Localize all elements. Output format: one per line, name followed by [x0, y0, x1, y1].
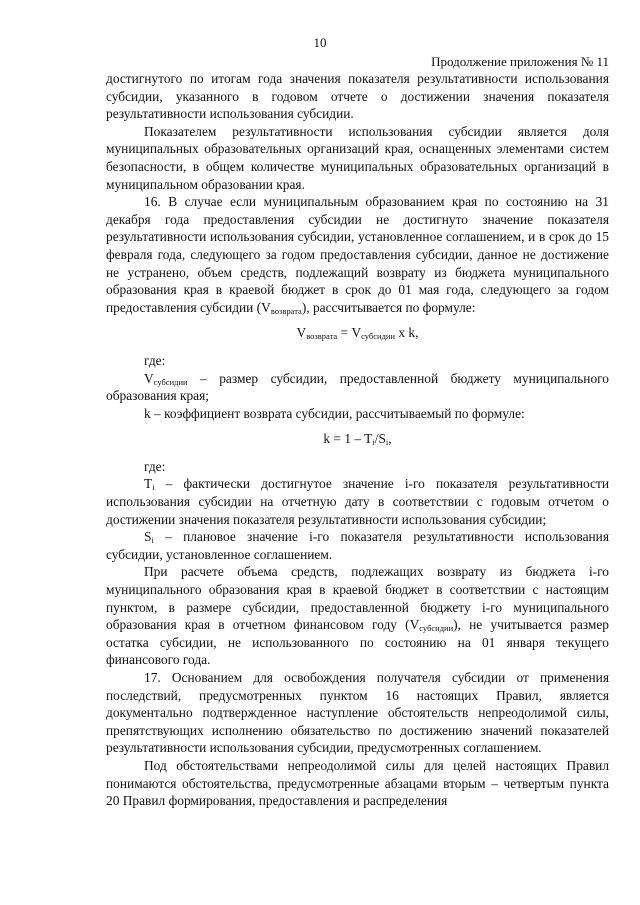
- formula-k-c: ,: [388, 431, 392, 447]
- definition-s: [106, 528, 609, 563]
- formula-return: [106, 324, 609, 342]
- paragraph-17: 17. Основанием для освобождения получателя субсидии от применения последствий, предусмотренных пунктом 16 настоящих Правил, является документально подтвержденное наступление обстоятельств непреодолимой силы, препятствующих исполнению обязательство по достижению значений показателей результативности использования субсидии, предусмотренных соглашением.: [106, 670, 609, 756]
- paragraph-calculation: [106, 563, 609, 669]
- calc-text-a: При расчете объема средств, подлежащих возврату из бюджета i-го муниципального образования края в краевой бюджет в соответствии с настоящим пунктом, в размере субсидии, предоставленной бюджету i-го муниципального образования края в отчетном финансовом году (V: [106, 564, 609, 633]
- calc-sub: субсидии: [419, 623, 454, 634]
- formula-k-sub2: i: [385, 437, 389, 448]
- paragraph-indicator: Показателем результативности использования субсидии является доля муниципальных образовательных организаций края, оснащенных элементами систем безопасности, в общем количестве муниципальных образовательных организаций в муниципальном образовании края.: [106, 123, 609, 192]
- document-body: [106, 70, 609, 810]
- where-label-2: где:: [144, 458, 166, 474]
- def-v-sub: субсидии: [153, 376, 188, 387]
- formula-k-a: k = 1 – T: [323, 431, 373, 447]
- definition-k: k – коэффициент возврата субсидии, рассчитываемый по формуле:: [144, 405, 525, 421]
- formula-equals-v: = V: [337, 325, 362, 341]
- paragraph-16-text-a: 16. В случае если муниципальным образованием края по состоянию на 31 декабря года предоставления субсидии не достигнуто значение показателя результативности использования субсидии, установленное соглашением, и в срок до 15 февраля года, следующего за годом предоставления субсидии, данное не достижение не устранено, объем средств, подлежащий возврату из бюджета муниципального образования края в краевой бюджет в срок до 01 мая года, следующего за годом предоставления субсидии (V: [106, 194, 609, 315]
- definition-v-subsidy: [106, 370, 609, 405]
- formula-times-k: x k,: [395, 325, 419, 341]
- paragraph-continuation: достигнутого по итогам года значения показателя результативности использования субсидии, указанного в годовом отчете о достижении значения показателя результативности использования субсидии.: [106, 71, 609, 122]
- def-v-text: – размер субсидии, предоставленной бюджету муниципального образования края;: [106, 370, 609, 404]
- paragraph-16-text-b: ), рассчитывается по формуле:: [301, 299, 476, 315]
- def-t-sub: i: [152, 482, 155, 493]
- paragraph-force-majeure: Под обстоятельствами непреодолимой силы для целей настоящих Правил понимаются обстоятельства, предусмотренные абзацами вторым – четвертым пункта 20 Правил формирования, предоставления и распределения: [106, 757, 609, 809]
- where-label-1: где:: [144, 352, 166, 368]
- formula-sub-return: возврата: [306, 331, 338, 342]
- def-s-sub: i: [151, 535, 154, 546]
- paragraph-16: [106, 193, 609, 316]
- formula-v: V: [296, 325, 307, 341]
- def-s-symbol: S: [144, 529, 152, 545]
- calc-text-b: ), не учитывается размер остатка субсидии, не использованного по состоянию на 01 января текущего финансового года.: [106, 617, 610, 668]
- def-t-symbol: T: [144, 476, 153, 492]
- formula-k-sub1: i: [372, 437, 375, 448]
- def-t-text: – фактически достигнутое значение i-го показателя результативности использования субсидии на отчетную дату в соответствии с годовым отчетом о достижении значения показателя результативности использования субсидии;: [106, 476, 609, 527]
- subscript-return: возврата: [270, 305, 302, 316]
- formula-k-b: /S: [374, 431, 386, 447]
- appendix-label: Продолжение приложения № 11: [431, 54, 609, 69]
- formula-sub-subsidy: субсидии: [361, 331, 395, 342]
- def-v-symbol: V: [144, 370, 154, 386]
- formula-k: [106, 430, 609, 448]
- definition-t: [106, 475, 609, 528]
- page-number: 10: [313, 35, 327, 50]
- def-s-text: – плановое значение i-го показателя результативности использования субсидии, установленное соглашением.: [106, 529, 609, 562]
